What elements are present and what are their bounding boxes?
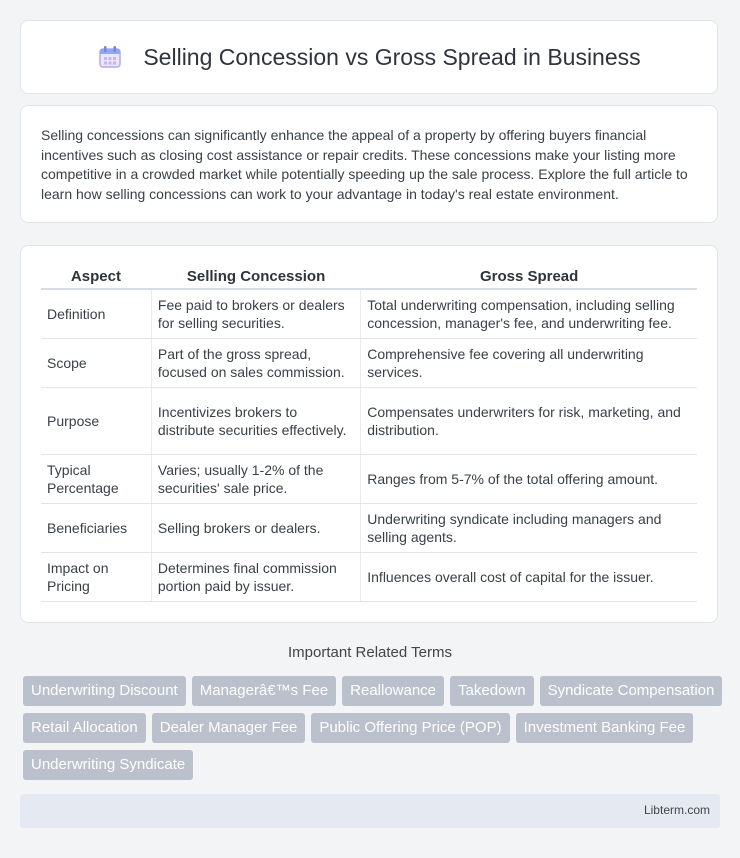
related-term-tag[interactable]: Investment Banking Fee — [516, 713, 694, 743]
related-term-tag[interactable]: Reallowance — [342, 676, 444, 706]
table-row — [41, 339, 697, 388]
table-header-row — [41, 264, 697, 289]
comparison-card — [20, 245, 718, 623]
column-header: Aspect — [41, 264, 151, 289]
related-term-tag[interactable]: Public Offering Price (POP) — [311, 713, 509, 743]
table-cell: Scope — [41, 339, 151, 388]
page-title: Selling Concession vs Gross Spread in Business — [143, 43, 641, 70]
table-row — [41, 289, 697, 339]
table-cell: Underwriting syndicate including managers and selling agents. — [361, 504, 697, 553]
table-cell: Influences overall cost of capital for the issuer. — [361, 553, 697, 602]
related-term-tag[interactable]: Retail Allocation — [23, 713, 146, 743]
intro-card — [20, 105, 718, 223]
table-cell: Definition — [41, 289, 151, 339]
table-cell: Typical Percentage — [41, 455, 151, 504]
table-row — [41, 553, 697, 602]
related-term-tag[interactable]: Takedown — [450, 676, 534, 706]
table-row — [41, 504, 697, 553]
footer-site-link[interactable]: Libterm.com — [643, 803, 710, 817]
column-header: Gross Spread — [361, 264, 697, 289]
table-cell: Compensates underwriters for risk, marketing, and distribution. — [361, 388, 697, 455]
related-term-tag[interactable]: Underwriting Discount — [23, 676, 186, 706]
footer — [20, 794, 720, 828]
table-cell: Beneficiaries — [41, 504, 151, 553]
related-term-tag[interactable]: Managerâ€™s Fee — [192, 676, 336, 706]
intro-text: Selling concessions can significantly enhance the appeal of a property by offering buyers financial incentives such as closing cost assistance or repair credits. These concessions make your listing more competitive in a crowded market while potentially speeding up the sale process. Explore the full article to learn how selling concessions can work to your advantage in today's real estate environment. — [41, 127, 688, 202]
table-cell: Ranges from 5-7% of the total offering amount. — [361, 455, 697, 504]
header-card — [20, 20, 718, 94]
table-cell: Part of the gross spread, focused on sales commission. — [151, 339, 360, 388]
related-term-tag[interactable]: Syndicate Compensation — [540, 676, 723, 706]
table-cell: Impact on Pricing — [41, 553, 151, 602]
table-row — [41, 455, 697, 504]
table-cell: Total underwriting compensation, including selling concession, manager's fee, and underwriting fee. — [361, 289, 697, 339]
related-term-tag[interactable]: Dealer Manager Fee — [152, 713, 306, 743]
table-cell: Comprehensive fee covering all underwriting services. — [361, 339, 697, 388]
related-terms-title: Important Related Terms — [288, 644, 452, 661]
column-header: Selling Concession — [151, 264, 360, 289]
related-terms-list — [23, 676, 723, 780]
table-cell: Varies; usually 1-2% of the securities' sale price. — [151, 455, 360, 504]
table-cell: Fee paid to brokers or dealers for selling securities. — [151, 289, 360, 339]
table-cell: Selling brokers or dealers. — [151, 504, 360, 553]
table-cell: Determines final commission portion paid by issuer. — [151, 553, 360, 602]
calendar-icon — [97, 44, 123, 70]
related-term-tag[interactable]: Underwriting Syndicate — [23, 750, 193, 780]
table-row — [41, 388, 697, 455]
comparison-table — [41, 264, 697, 602]
table-cell: Incentivizes brokers to distribute securities effectively. — [151, 388, 360, 455]
table-cell: Purpose — [41, 388, 151, 455]
